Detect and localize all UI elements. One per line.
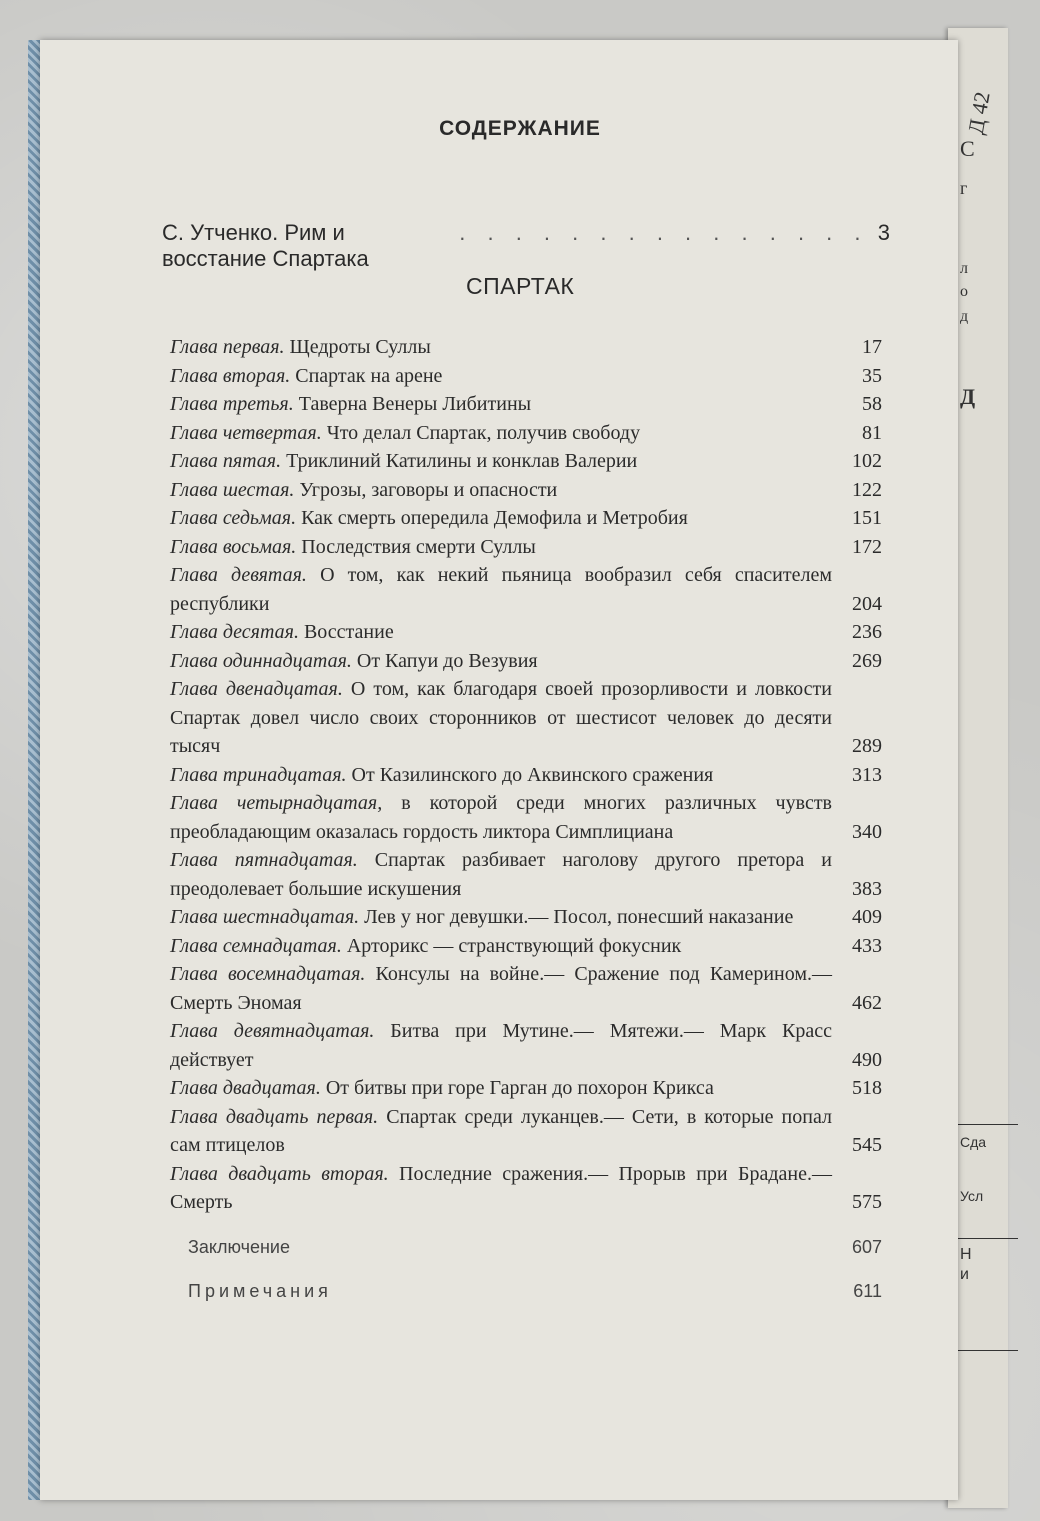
spacer xyxy=(170,1217,882,1225)
adjacent-page-fragment: д xyxy=(960,308,969,325)
toc-entry xyxy=(170,390,882,419)
chapter-page-number: 518 xyxy=(852,1077,882,1099)
page-title: СОДЕРЖАНИЕ xyxy=(439,117,601,140)
toc-entry-text xyxy=(170,903,832,932)
toc-entry xyxy=(170,647,882,676)
toc-entry xyxy=(170,1103,882,1160)
dot-leader: . . . . . . . . . . . . . . . xyxy=(459,220,869,245)
chapter-page-number: 102 xyxy=(852,450,882,472)
toc-entry xyxy=(170,333,882,362)
chapter-page-number: 17 xyxy=(862,336,882,358)
chapter-number: Глава двадцать вторая. xyxy=(170,1162,389,1185)
adjacent-page-fragment: л xyxy=(960,260,968,277)
chapter-title: Последние сражения.— Прорыв при Брадане.— Смерть xyxy=(170,1162,833,1213)
toc-entry-text xyxy=(170,561,832,618)
chapter-number: Глава девятая. xyxy=(170,564,307,586)
toc-entry xyxy=(170,447,882,476)
toc-entry-text xyxy=(170,419,832,448)
toc-entry-text xyxy=(170,390,832,419)
toc-entry-text xyxy=(170,1074,832,1103)
toc-entry xyxy=(170,932,882,961)
table-of-contents xyxy=(170,333,882,1313)
adjacent-page-fragment: Д 42 xyxy=(962,89,995,137)
chapter-title: Угрозы, заговоры и опасности xyxy=(299,478,558,501)
toc-entry xyxy=(170,761,882,790)
adjacent-page-fragment: Н xyxy=(960,1246,972,1263)
toc-entry xyxy=(170,476,882,505)
toc-entry-text xyxy=(170,960,832,1017)
toc-entry-text xyxy=(170,504,832,533)
chapter-number: Глава вторая. xyxy=(170,364,291,387)
adjacent-page-fragment: С xyxy=(960,136,975,161)
chapter-number: Глава пятнадцатая. xyxy=(170,849,358,871)
chapter-page-number: 289 xyxy=(852,735,882,757)
chapter-title: О том, как некий пьяница вообразил себя спасителем республики xyxy=(170,564,833,615)
chapter-page-number: 58 xyxy=(862,393,882,415)
conclusion-page: 607 xyxy=(851,1236,882,1257)
chapter-number: Глава четвертая. xyxy=(170,421,322,444)
chapter-page-number: 204 xyxy=(852,592,882,615)
chapter-title: Консулы на войне.— Сражение под Камерином.— Смерть Эномая xyxy=(170,963,832,1014)
chapter-number: Глава тринадцатая. xyxy=(170,763,347,786)
toc-entry-text xyxy=(170,675,832,761)
chapter-title: Спартак на арене xyxy=(295,364,443,387)
adjacent-page-fragment: о xyxy=(960,283,968,300)
toc-entry xyxy=(170,618,882,647)
toc-entry xyxy=(170,504,882,533)
adjacent-page-rule xyxy=(958,1350,1018,1351)
preface-page: 3 xyxy=(877,220,890,245)
preface-title: С. Утченко. Рим и восстание Спартака xyxy=(162,220,369,271)
chapter-number: Глава одиннадцатая. xyxy=(170,649,352,672)
chapter-title: Битва при Мутине.— Мятежи.— Марк Красс действует xyxy=(170,1020,832,1071)
chapter-title: Триклиний Катилины и конклав Валерии xyxy=(286,450,638,472)
chapter-page-number: 340 xyxy=(852,820,882,843)
conclusion-title: Заключение xyxy=(188,1236,290,1257)
chapter-title: От битвы при горе Гарган до похорон Крикса xyxy=(325,1077,714,1099)
toc-entry-text xyxy=(170,932,832,961)
chapter-page-number: 35 xyxy=(862,364,882,387)
chapter-number: Глава седьмая. xyxy=(170,507,297,529)
chapter-number: Глава первая. xyxy=(170,336,285,358)
toc-entry xyxy=(170,846,882,903)
adjacent-page-fragment: Усл xyxy=(960,1188,984,1204)
chapter-page-number: 313 xyxy=(852,763,882,786)
chapter-page-number: 236 xyxy=(852,621,882,643)
chapter-page-number: 490 xyxy=(852,1048,882,1071)
toc-preface-entry xyxy=(162,220,890,272)
chapter-page-number: 545 xyxy=(852,1134,882,1156)
chapter-page-number: 383 xyxy=(852,877,882,900)
toc-entry-text xyxy=(170,362,832,391)
chapter-number: Глава восьмая. xyxy=(170,535,297,558)
chapter-title: Последствия смерти Суллы xyxy=(301,535,536,558)
toc-conclusion-entry xyxy=(170,1225,882,1269)
toc-entry xyxy=(170,362,882,391)
chapter-page-number: 81 xyxy=(862,421,882,444)
toc-entry-text xyxy=(170,333,832,362)
toc-entry-text xyxy=(170,618,832,647)
toc-entry xyxy=(170,561,882,618)
chapter-title: Что делал Спартак, получив свободу xyxy=(326,421,641,444)
chapter-title: в которой среди многих различных чувств преобладающим оказалась гордость ликтора Симплициана xyxy=(170,792,833,843)
chapter-page-number: 151 xyxy=(852,507,882,529)
toc-entry-text xyxy=(170,447,832,476)
chapter-title: Спартак разбивает наголову другого претора и преодолевает большие искушения xyxy=(170,849,832,900)
adjacent-page-rule xyxy=(958,1124,1018,1125)
toc-entry xyxy=(170,960,882,1017)
toc-entry xyxy=(170,1160,882,1217)
toc-entry-text xyxy=(170,1103,832,1160)
chapter-title: Щедроты Суллы xyxy=(289,336,431,358)
chapter-number: Глава шестнадцатая. xyxy=(170,906,360,928)
adjacent-page-rule xyxy=(958,1238,1018,1239)
adjacent-page-fragment: Д xyxy=(960,384,976,409)
chapter-page-number: 462 xyxy=(852,991,882,1014)
toc-entry-text xyxy=(170,476,832,505)
toc-entry xyxy=(170,903,882,932)
chapter-title: Таверна Венеры Либитины xyxy=(298,393,532,415)
chapter-title: Как смерть опередила Демофила и Метробия xyxy=(301,507,688,529)
chapter-title: Арторикс — странствующий фокусник xyxy=(346,934,682,957)
chapter-page-number: 269 xyxy=(852,649,882,672)
toc-notes-entry xyxy=(170,1269,882,1313)
section-title: СПАРТАК xyxy=(466,273,575,299)
chapter-number: Глава третья. xyxy=(170,393,294,415)
chapter-number: Глава восемнадцатая. xyxy=(170,963,366,985)
adjacent-page-fragment: и xyxy=(960,1266,969,1283)
toc-entry xyxy=(170,419,882,448)
toc-entry-text xyxy=(170,533,832,562)
toc-entry-text xyxy=(170,789,832,846)
chapter-page-number: 433 xyxy=(852,934,882,957)
toc-entry-text xyxy=(170,647,832,676)
chapter-page-number: 122 xyxy=(852,478,882,501)
toc-entry xyxy=(170,1017,882,1074)
chapter-number: Глава девятнадцатая. xyxy=(170,1020,375,1042)
notes-page: 611 xyxy=(853,1280,882,1301)
toc-entry-text xyxy=(170,1160,832,1217)
toc-entry-text xyxy=(170,1017,832,1074)
toc-entry xyxy=(170,789,882,846)
chapter-page-number: 575 xyxy=(852,1191,882,1213)
chapter-title: От Казилинского до Аквинского сражения xyxy=(351,763,714,786)
chapter-number: Глава десятая. xyxy=(170,621,299,643)
chapter-number: Глава шестая. xyxy=(170,478,295,501)
chapter-page-number: 409 xyxy=(852,906,882,928)
chapter-number: Глава пятая. xyxy=(170,450,282,472)
chapter-title: О том, как благодаря своей прозорливости и ловкости Спартак довел число своих сторонников от шестисот человек до десяти тысяч xyxy=(170,678,832,757)
adjacent-page-fragment: Сда xyxy=(960,1134,987,1150)
chapter-title: Лев у ног девушки.— Посол, понесший наказание xyxy=(364,906,794,928)
notes-title: Примечания xyxy=(188,1280,332,1301)
chapter-title: Восстание xyxy=(303,621,394,643)
chapter-title: От Капуи до Везувия xyxy=(356,649,538,672)
chapter-number: Глава четырнадцатая, xyxy=(170,792,383,814)
toc-entry xyxy=(170,1074,882,1103)
toc-entry xyxy=(170,675,882,761)
adjacent-page-fragment: г xyxy=(960,178,968,198)
toc-entry xyxy=(170,533,882,562)
chapter-number: Глава двенадцатая. xyxy=(170,678,343,700)
toc-entry-text xyxy=(170,761,832,790)
chapter-title: Спартак среди луканцев.— Сети, в которые попал сам птицелов xyxy=(170,1105,832,1156)
chapter-number: Глава семнадцатая. xyxy=(170,934,342,957)
chapter-page-number: 172 xyxy=(852,535,882,558)
chapter-number: Глава двадцать первая. xyxy=(170,1105,379,1128)
chapter-number: Глава двадцатая. xyxy=(170,1077,321,1099)
toc-entry-text xyxy=(170,846,832,903)
